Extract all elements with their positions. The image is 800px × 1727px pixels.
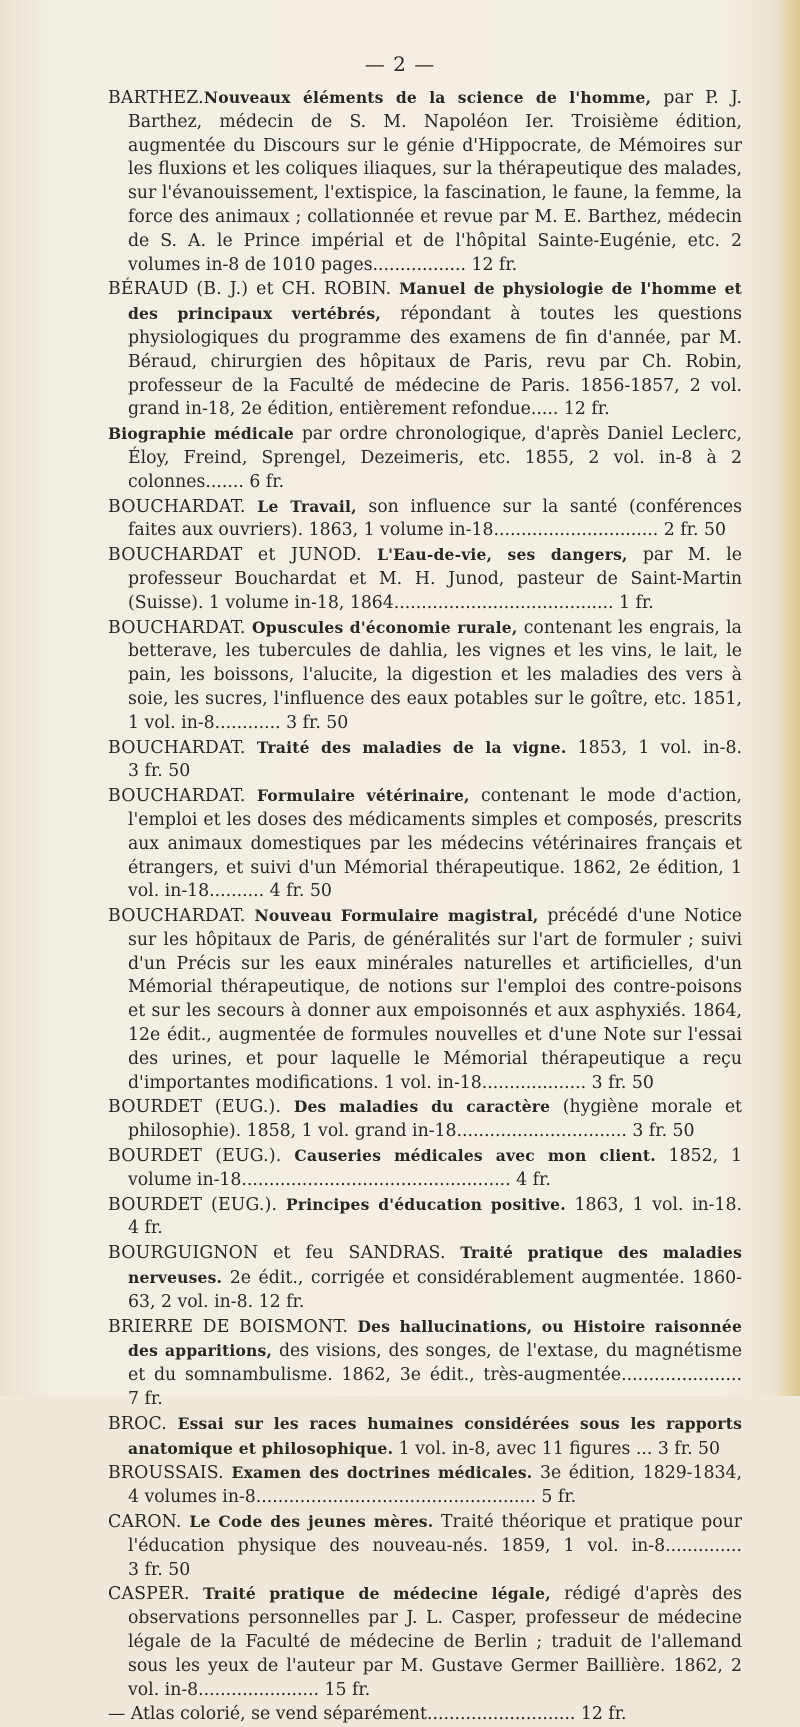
- entry-description: précédé d'une Notice sur les hôpitaux de Paris, de généralités sur l'art de formuler ; suivi d'un Précis sur les eaux minérales naturelles et artificielles, d'un Mémorial thérapeutique, de notions sur l'emploi des contre-poisons et sur les secours à donner aux empoisonnés et aux asphyxiés. 1864, 12e édit., augmentée de formules nouvelles et d'une Note sur l'essai des urines, et pour laquelle le Mémorial thérapeutique a reçu d'importantes modifications. 1 vol. in-18...................: [128, 906, 742, 1093]
- entry-title: Examen des doctrines médicales.: [223, 1463, 533, 1483]
- entry-description: rédigé d'après des observations personnelles par J. L. Casper, professeur de médecine légale de la Faculté de médecine de Berlin ; traduit de l'allemand sous les yeux de l'auteur par M. Gustave Germer Baillière. 1862, 2 vol. in-8......................: [128, 1584, 742, 1700]
- entry-price: 1 fr.: [613, 592, 654, 613]
- catalogue-entry: [108, 86, 742, 277]
- entry-description: 1 vol. in-8, avec 11 figures ...: [393, 1438, 653, 1459]
- entry-price: 12 fr.: [575, 1704, 627, 1725]
- entry-description: 1863, 1 vol. in-18.: [565, 1194, 743, 1215]
- catalogue-entry: [108, 904, 742, 1095]
- entry-price: 4 fr.: [510, 1169, 551, 1190]
- entry-title: L'Eau-de-vie, ses dangers,: [361, 545, 628, 565]
- entry-title: Opuscules d'économie rurale,: [245, 617, 518, 637]
- entry-author: BOUCHARDAT.: [108, 786, 246, 807]
- entry-description: 1853, 1 vol. in-8.: [566, 737, 742, 758]
- catalogue-entry: [108, 422, 742, 494]
- catalogue-entry: [108, 736, 742, 785]
- entry-description: contenant les engrais, la betterave, les tubercules de dahlia, les vignes et les vins, le lait, le pain, les boissons, l'alucite, la digestion et les maladies des vers à soie, les sucres, l'influence des eaux potables sur le goître, etc. 1851, 1 vol. in-8............: [128, 617, 742, 733]
- entry-description: 1852, 1 volume in-18.................................................: [128, 1146, 742, 1190]
- catalogue-entry: [108, 1461, 742, 1510]
- entry-title: Formulaire vétérinaire,: [245, 786, 470, 806]
- entry-description: répondant à toutes les questions physiologiques du programme des examens de fin d'année, par M. Béraud, chirurgien des hôpitaux de Paris, revu par Ch. Robin, professeur de la Faculté de médecine de Paris. 1856-1857, 2 vol. grand in-18, 2e édition, entièrement refondue.....: [128, 304, 742, 420]
- entry-author: BOUCHARDAT.: [108, 617, 246, 638]
- catalogue-entry: [108, 1510, 742, 1582]
- catalogue-entry: [108, 1144, 742, 1193]
- catalogue-entry: [108, 1193, 742, 1242]
- entry-title: Traité pratique de médecine légale,: [189, 1584, 551, 1604]
- entry-description: par P. J. Barthez, médecin de S. M. Napoléon Ier. Troisième édition, augmentée du Discours sur le génie d'Hippocrate, de Mémoires sur les fluxions et les coliques iliaques, sur la thérapeutique des malades, sur l'évanouissement, l'extispice, la fascination, le faune, la femme, la force des animaux ; collationnée et revue par M. E. Barthez, médecin de S. A. le Prince impérial et de l'hôpital Sainte-Eugénie, etc. 2 volumes in-8 de 1010 pages.................: [128, 88, 742, 275]
- catalogue-entry: [108, 1241, 742, 1314]
- entry-title: Essai sur les races humaines considérées sous les rapports anatomique et philosophique.: [128, 1413, 742, 1458]
- catalogue-entry: [108, 1095, 742, 1144]
- entry-price: 3 fr. 50: [128, 1559, 191, 1580]
- entry-author: BOURGUIGNON et feu SANDRAS.: [108, 1243, 446, 1264]
- catalogue-entry: [108, 616, 742, 736]
- entry-author: CASPER.: [108, 1584, 190, 1605]
- entry-description: (hygiène morale et philosophie). 1858, 1 vol. grand in-18...............................: [128, 1097, 743, 1142]
- entry-price: 12 fr.: [558, 399, 610, 420]
- entry-author: BOURDET (EUG.).: [108, 1097, 282, 1118]
- page-edge-shadow: [774, 0, 800, 1396]
- entry-title: Nouveaux éléments de la science de l'homme,: [203, 88, 652, 107]
- entry-price: 12 fr.: [253, 1291, 305, 1312]
- entry-description: des visions, des songes, de l'extase, du magnétisme et du somnambulisme. 1862, 3e édit., très-augmentée......................: [128, 1341, 742, 1386]
- entry-description: 2e édit., corrigée et considérablement augmentée. 1860-63, 2 vol. in-8.: [128, 1268, 742, 1312]
- entry-title: Traité des maladies de la vigne.: [245, 737, 567, 757]
- page-number: — 2 —: [364, 52, 436, 76]
- entry-author: BOURDET (EUG.).: [108, 1194, 278, 1215]
- entry-title: Le Code des jeunes mères.: [181, 1512, 434, 1532]
- entry-description: Traité théorique et pratique pour l'éducation physique des nouveau-nés. 1859, 1 vol. in-8..............: [128, 1512, 742, 1556]
- entry-price: 3 fr. 50: [652, 1438, 721, 1459]
- entry-description: son influence sur la santé (conférences faites aux ouvriers). 1863, 1 volume in-18..............................: [128, 496, 742, 541]
- entry-author: BOUCHARDAT et JUNOD.: [108, 545, 362, 566]
- entry-price: 4 fr. 50: [264, 881, 332, 902]
- catalogue-entry: [108, 1412, 742, 1462]
- entry-description: par ordre chronologique, d'après Daniel Leclerc, Éloy, Freind, Sprengel, Dezeimeris, etc. 1855, 2 vol. in-8 à 2 colonnes.......: [128, 424, 742, 492]
- entry-price: 6 fr.: [243, 471, 285, 492]
- catalogue-entries: [108, 86, 742, 1727]
- entry-author: BOUCHARDAT.: [108, 906, 246, 927]
- entry-title: Causeries médicales avec mon client.: [281, 1146, 656, 1166]
- entry-price: 15 fr.: [319, 1679, 371, 1700]
- entry-title: Traité pratique des maladies nerveuses.: [128, 1243, 743, 1288]
- entry-author: BARTHEZ.: [108, 88, 204, 108]
- entry-price: 2 fr. 50: [658, 520, 726, 541]
- entry-title: Nouveau Formulaire magistral,: [245, 906, 539, 926]
- entry-author: BOURDET (EUG.).: [108, 1146, 282, 1167]
- entry-price: 3 fr. 50: [586, 1072, 654, 1093]
- entry-price: 3 fr. 50: [280, 712, 349, 733]
- entry-title: Principes d'éducation positive.: [277, 1194, 566, 1214]
- entry-title: Des maladies du caractère: [281, 1097, 551, 1117]
- entry-author: BÉRAUD (B. J.) et CH. ROBIN.: [108, 279, 392, 300]
- catalogue-entry: [108, 1582, 742, 1702]
- entry-author: BROUSSAIS.: [108, 1463, 224, 1484]
- entry-price: 5 fr.: [535, 1487, 577, 1508]
- entry-description: par M. le professeur Bouchardat et M. H. Junod, pasteur de Saint-Martin (Suisse). 1 volume in-18, 1864........................................: [128, 545, 742, 613]
- entry-title: Biographie médicale: [108, 424, 294, 444]
- entry-author: CARON.: [108, 1512, 182, 1533]
- entry-author: BROC.: [108, 1413, 167, 1434]
- entry-description: 3e édition, 1829-1834, 4 volumes in-8...................................................: [128, 1463, 742, 1508]
- entry-title: Manuel de physiologie de l'homme et des principaux vertébrés,: [128, 279, 742, 324]
- entry-author: BOUCHARDAT.: [108, 737, 246, 758]
- catalogue-entry: [108, 784, 742, 904]
- catalogue-entry: [108, 495, 742, 544]
- entry-price: 4 fr.: [128, 1218, 163, 1239]
- entry-price: 3 fr. 50: [128, 761, 191, 782]
- entry-author: BOUCHARDAT.: [108, 496, 246, 517]
- entry-description: — Atlas colorié, se vend séparément...........................: [108, 1704, 576, 1725]
- entry-price: 7 fr.: [128, 1389, 163, 1410]
- entry-title: Le Travail,: [245, 496, 357, 516]
- entry-price: 3 fr. 50: [626, 1121, 695, 1142]
- entry-author: BRIERRE DE BOISMONT.: [108, 1316, 349, 1337]
- catalogue-entry: [108, 277, 742, 422]
- catalogue-entry: [108, 1702, 742, 1727]
- entry-description: contenant le mode d'action, l'emploi et les doses des médicaments simples et composés, prescrits aux animaux domestiques par les médecins vétérinaires français et étrangers, et suivi d'un Mémorial thérapeutique. 1862, 2e édition, 1 vol. in-18..........: [128, 786, 742, 902]
- entry-price: 12 fr.: [465, 254, 518, 275]
- catalogue-entry: [108, 543, 742, 615]
- catalogue-entry: [108, 1315, 742, 1412]
- entry-title: Des hallucinations, ou Histoire raisonnée des apparitions,: [128, 1316, 743, 1361]
